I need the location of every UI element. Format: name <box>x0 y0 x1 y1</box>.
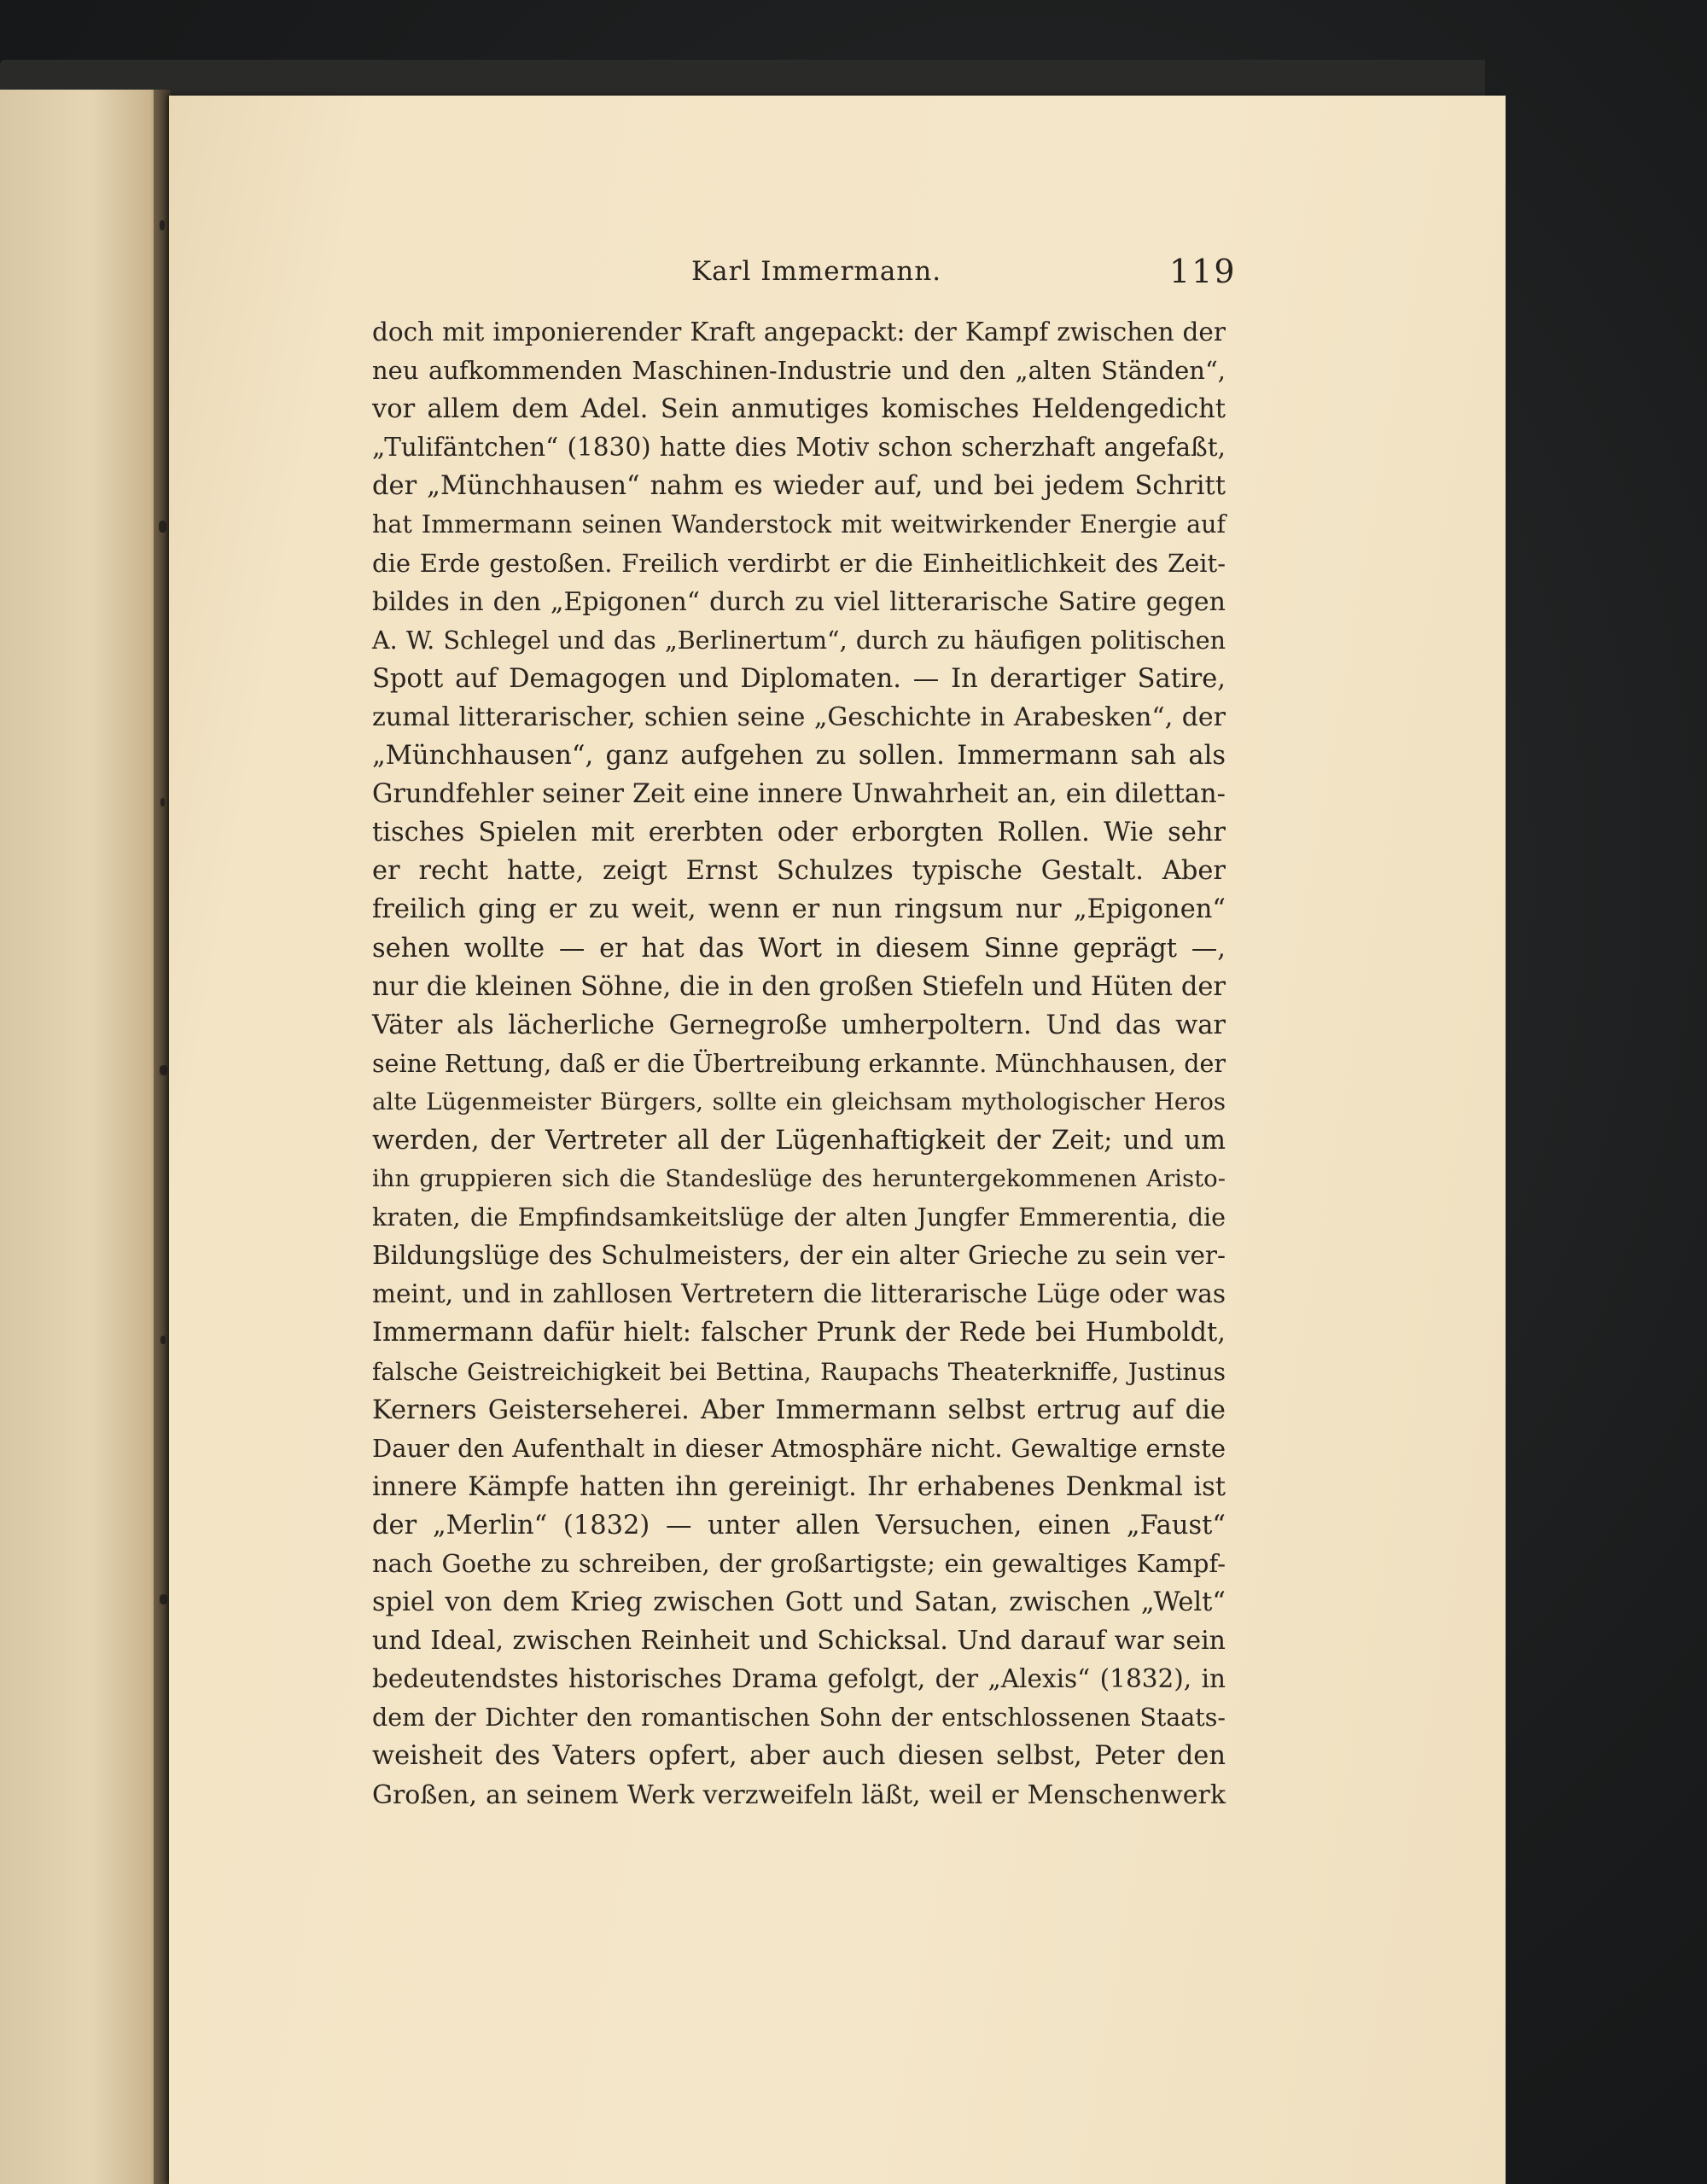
page-number: 119 <box>1169 253 1237 290</box>
text-line: neu aufkommenden Maschinen-Industrie und den „alten Ständen“, <box>372 356 1226 386</box>
text-line: nur die kleinen Söhne, die in den großen Stiefeln und Hüten der <box>372 971 1226 1002</box>
text-line: falsche Geistreichigkeit bei Bettina, Raupachs Theaterkniffe, Justinus <box>372 1357 1226 1386</box>
text-line: der „Merlin“ (1832) — unter allen Versuchen, einen „Faust“ <box>372 1510 1226 1540</box>
running-head-title: Karl Immermann. <box>691 256 942 287</box>
body-text <box>372 313 1226 1814</box>
text-line: weisheit des Vaters opfert, aber auch diesen selbst, Peter den <box>372 1741 1226 1772</box>
text-line: spiel von dem Krieg zwischen Gott und Satan, zwischen „Welt“ <box>372 1587 1226 1618</box>
text-line: Väter als lächerliche Gernegroße umherpoltern. Und das war <box>372 1010 1226 1040</box>
binding-mark <box>160 1336 166 1344</box>
text-line: Großen, an seinem Werk verzweifeln läßt, weil er Menschenwerk <box>372 1779 1226 1810</box>
binding-mark <box>160 798 165 807</box>
book-gutter <box>154 90 171 2184</box>
running-head <box>169 253 1506 307</box>
text-line: dem der Dichter den romantischen Sohn der entschlossenen Staats- <box>372 1704 1226 1733</box>
binding-mark <box>159 521 166 533</box>
text-line: Bildungslüge des Schulmeisters, der ein alter Grieche zu sein ver- <box>372 1241 1226 1271</box>
text-line: tisches Spielen mit ererbten oder erborgten Rollen. Wie sehr <box>372 818 1226 848</box>
text-line: Spott auf Demagogen und Diplomaten. — In derartiger Satire, <box>372 663 1226 694</box>
text-line: vor allem dem Adel. Sein anmutiges komisches Heldengedicht <box>372 394 1226 425</box>
text-line: die Erde gestoßen. Freilich verdirbt er die Einheitlichkeit des Zeit- <box>372 548 1226 578</box>
text-line: seine Rettung, daß er die Übertreibung erkannte. Münchhausen, der <box>372 1049 1226 1078</box>
text-line: innere Kämpfe hatten ihn gereinigt. Ihr erhabenes Denkmal ist <box>372 1471 1226 1502</box>
text-line: Grundfehler seiner Zeit eine innere Unwahrheit an, ein dilettan- <box>372 779 1226 810</box>
text-line: alte Lügenmeister Bürgers, sollte ein gleichsam mythologischer Heros <box>372 1087 1226 1115</box>
text-line: und Ideal, zwischen Reinheit und Schicksal. Und darauf war sein <box>372 1626 1226 1657</box>
text-line: er recht hatte, zeigt Ernst Schulzes typische Gestalt. Aber <box>372 856 1226 887</box>
binding-mark <box>160 220 165 230</box>
text-line: freilich ging er zu weit, wenn er nun ringsum nur „Epigonen“ <box>372 894 1226 925</box>
text-line: Immermann dafür hielt: falscher Prunk der Rede bei Humboldt, <box>372 1318 1226 1348</box>
facing-page-edge <box>0 90 166 2184</box>
text-line: doch mit imponierender Kraft angepackt: der Kampf zwischen der <box>372 317 1226 347</box>
text-line: „Münchhausen“, ganz aufgehen zu sollen. Immermann sah als <box>372 741 1226 772</box>
text-line: bedeutendstes historisches Drama gefolgt, der „Alexis“ (1832), in <box>372 1664 1226 1694</box>
book-page <box>169 96 1506 2184</box>
text-line: Kerners Geisterseherei. Aber Immermann selbst ertrug auf die <box>372 1395 1226 1425</box>
text-line: meint, und in zahllosen Vertretern die litterarische Lüge oder was <box>372 1279 1226 1309</box>
text-line: zumal litterarischer, schien seine „Geschichte in Arabesken“, der <box>372 702 1226 732</box>
text-line: kraten, die Empfindsamkeitslüge der alten Jungfer Emmerentia, die <box>372 1203 1226 1232</box>
text-line: nach Goethe zu schreiben, der großartigste; ein gewaltiges Kampf- <box>372 1549 1226 1578</box>
text-line: A. W. Schlegel und das „Berlinertum“, durch zu häufigen politischen <box>372 626 1226 655</box>
binding-mark <box>160 1065 167 1075</box>
text-line: der „Münchhausen“ nahm es wieder auf, und bei jedem Schritt <box>372 471 1226 502</box>
text-line: sehen wollte — er hat das Wort in diesem Sinne geprägt —, <box>372 933 1226 964</box>
binding-mark <box>160 1594 167 1605</box>
text-line: ihn gruppieren sich die Standeslüge des heruntergekommenen Aristo- <box>372 1165 1226 1193</box>
text-line: hat Immermann seinen Wanderstock mit weitwirkender Energie auf <box>372 510 1226 539</box>
text-line: werden, der Vertreter all der Lügenhaftigkeit der Zeit; und um <box>372 1125 1226 1156</box>
text-line: bildes in den „Epigonen“ durch zu viel litterarische Satire gegen <box>372 586 1226 617</box>
text-line: „Tulifäntchen“ (1830) hatte dies Motiv schon scherzhaft angefaßt, <box>372 433 1226 463</box>
text-line: Dauer den Aufenthalt in dieser Atmosphäre nicht. Gewaltige ernste <box>372 1433 1226 1463</box>
